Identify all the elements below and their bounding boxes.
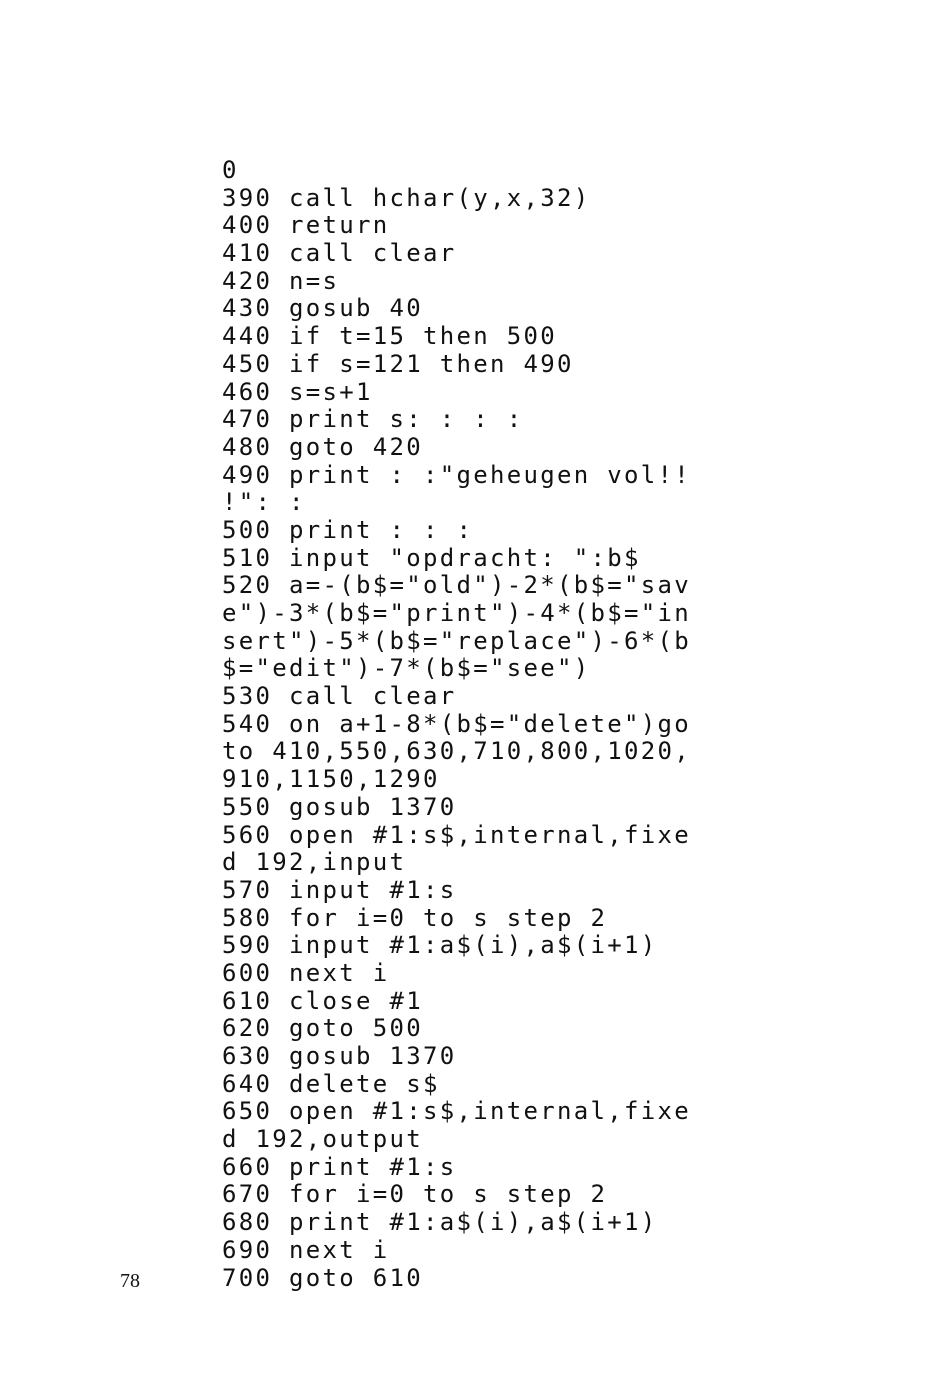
code-line: 420 n=s [222, 266, 340, 295]
code-line: 910,1150,1290 [222, 765, 440, 794]
code-line: 650 open #1:s$,internal,fixe [222, 1097, 691, 1126]
code-line: 590 input #1:a$(i),a$(i+1) [222, 931, 658, 960]
code-line: sert")-5*(b$="replace")-6*(b [222, 626, 691, 655]
code-line: 690 next i [222, 1235, 390, 1264]
code-line: 410 call clear [222, 239, 457, 268]
code-line: 520 a=-(b$="old")-2*(b$="sav [222, 571, 691, 600]
code-line: $="edit")-7*(b$="see") [222, 654, 591, 683]
code-line: 480 goto 420 [222, 432, 423, 461]
code-line: 630 gosub 1370 [222, 1042, 457, 1070]
code-line: 450 if s=121 then 490 [222, 349, 574, 378]
code-line: 570 input #1:s [222, 875, 457, 904]
code-line: 470 print s: : : : [222, 405, 524, 434]
basic-program-listing [222, 157, 691, 1292]
code-line: 560 open #1:s$,internal,fixe [222, 820, 691, 849]
code-line: 530 call clear [222, 682, 457, 711]
code-line: 390 call hchar(y,x,32) [222, 183, 591, 212]
code-line: 490 print : :"geheugen vol!! [222, 460, 691, 489]
code-line: 660 print #1:s [222, 1152, 457, 1181]
page-number: 78 [120, 1270, 140, 1292]
code-line: 540 on a+1-8*(b$="delete")go [222, 709, 691, 738]
code-line: 610 close #1 [222, 986, 423, 1015]
code-line: d 192,output [222, 1125, 423, 1154]
code-line: 510 input "opdracht: ":b$ [222, 543, 641, 572]
code-line: 550 gosub 1370 [222, 792, 457, 821]
code-line: !": : [222, 488, 306, 517]
code-line: 700 goto 610 [222, 1263, 423, 1292]
code-line: 400 return [222, 211, 390, 240]
code-line: e")-3*(b$="print")-4*(b$="in [222, 599, 691, 627]
code-line: 640 delete s$ [222, 1069, 440, 1098]
code-line: 0 [222, 156, 239, 184]
code-line: to 410,550,630,710,800,1020, [222, 737, 691, 766]
code-line: 440 if t=15 then 500 [222, 322, 557, 351]
code-line: 620 goto 500 [222, 1014, 423, 1043]
code-line: 460 s=s+1 [222, 377, 373, 406]
code-line: 680 print #1:a$(i),a$(i+1) [222, 1208, 658, 1237]
code-line: 600 next i [222, 958, 390, 987]
code-line: 670 for i=0 to s step 2 [222, 1180, 608, 1209]
code-line: 580 for i=0 to s step 2 [222, 903, 608, 932]
code-line: 430 gosub 40 [222, 294, 423, 323]
code-line: 500 print : : : [222, 515, 474, 544]
code-line: d 192,input [222, 848, 407, 877]
